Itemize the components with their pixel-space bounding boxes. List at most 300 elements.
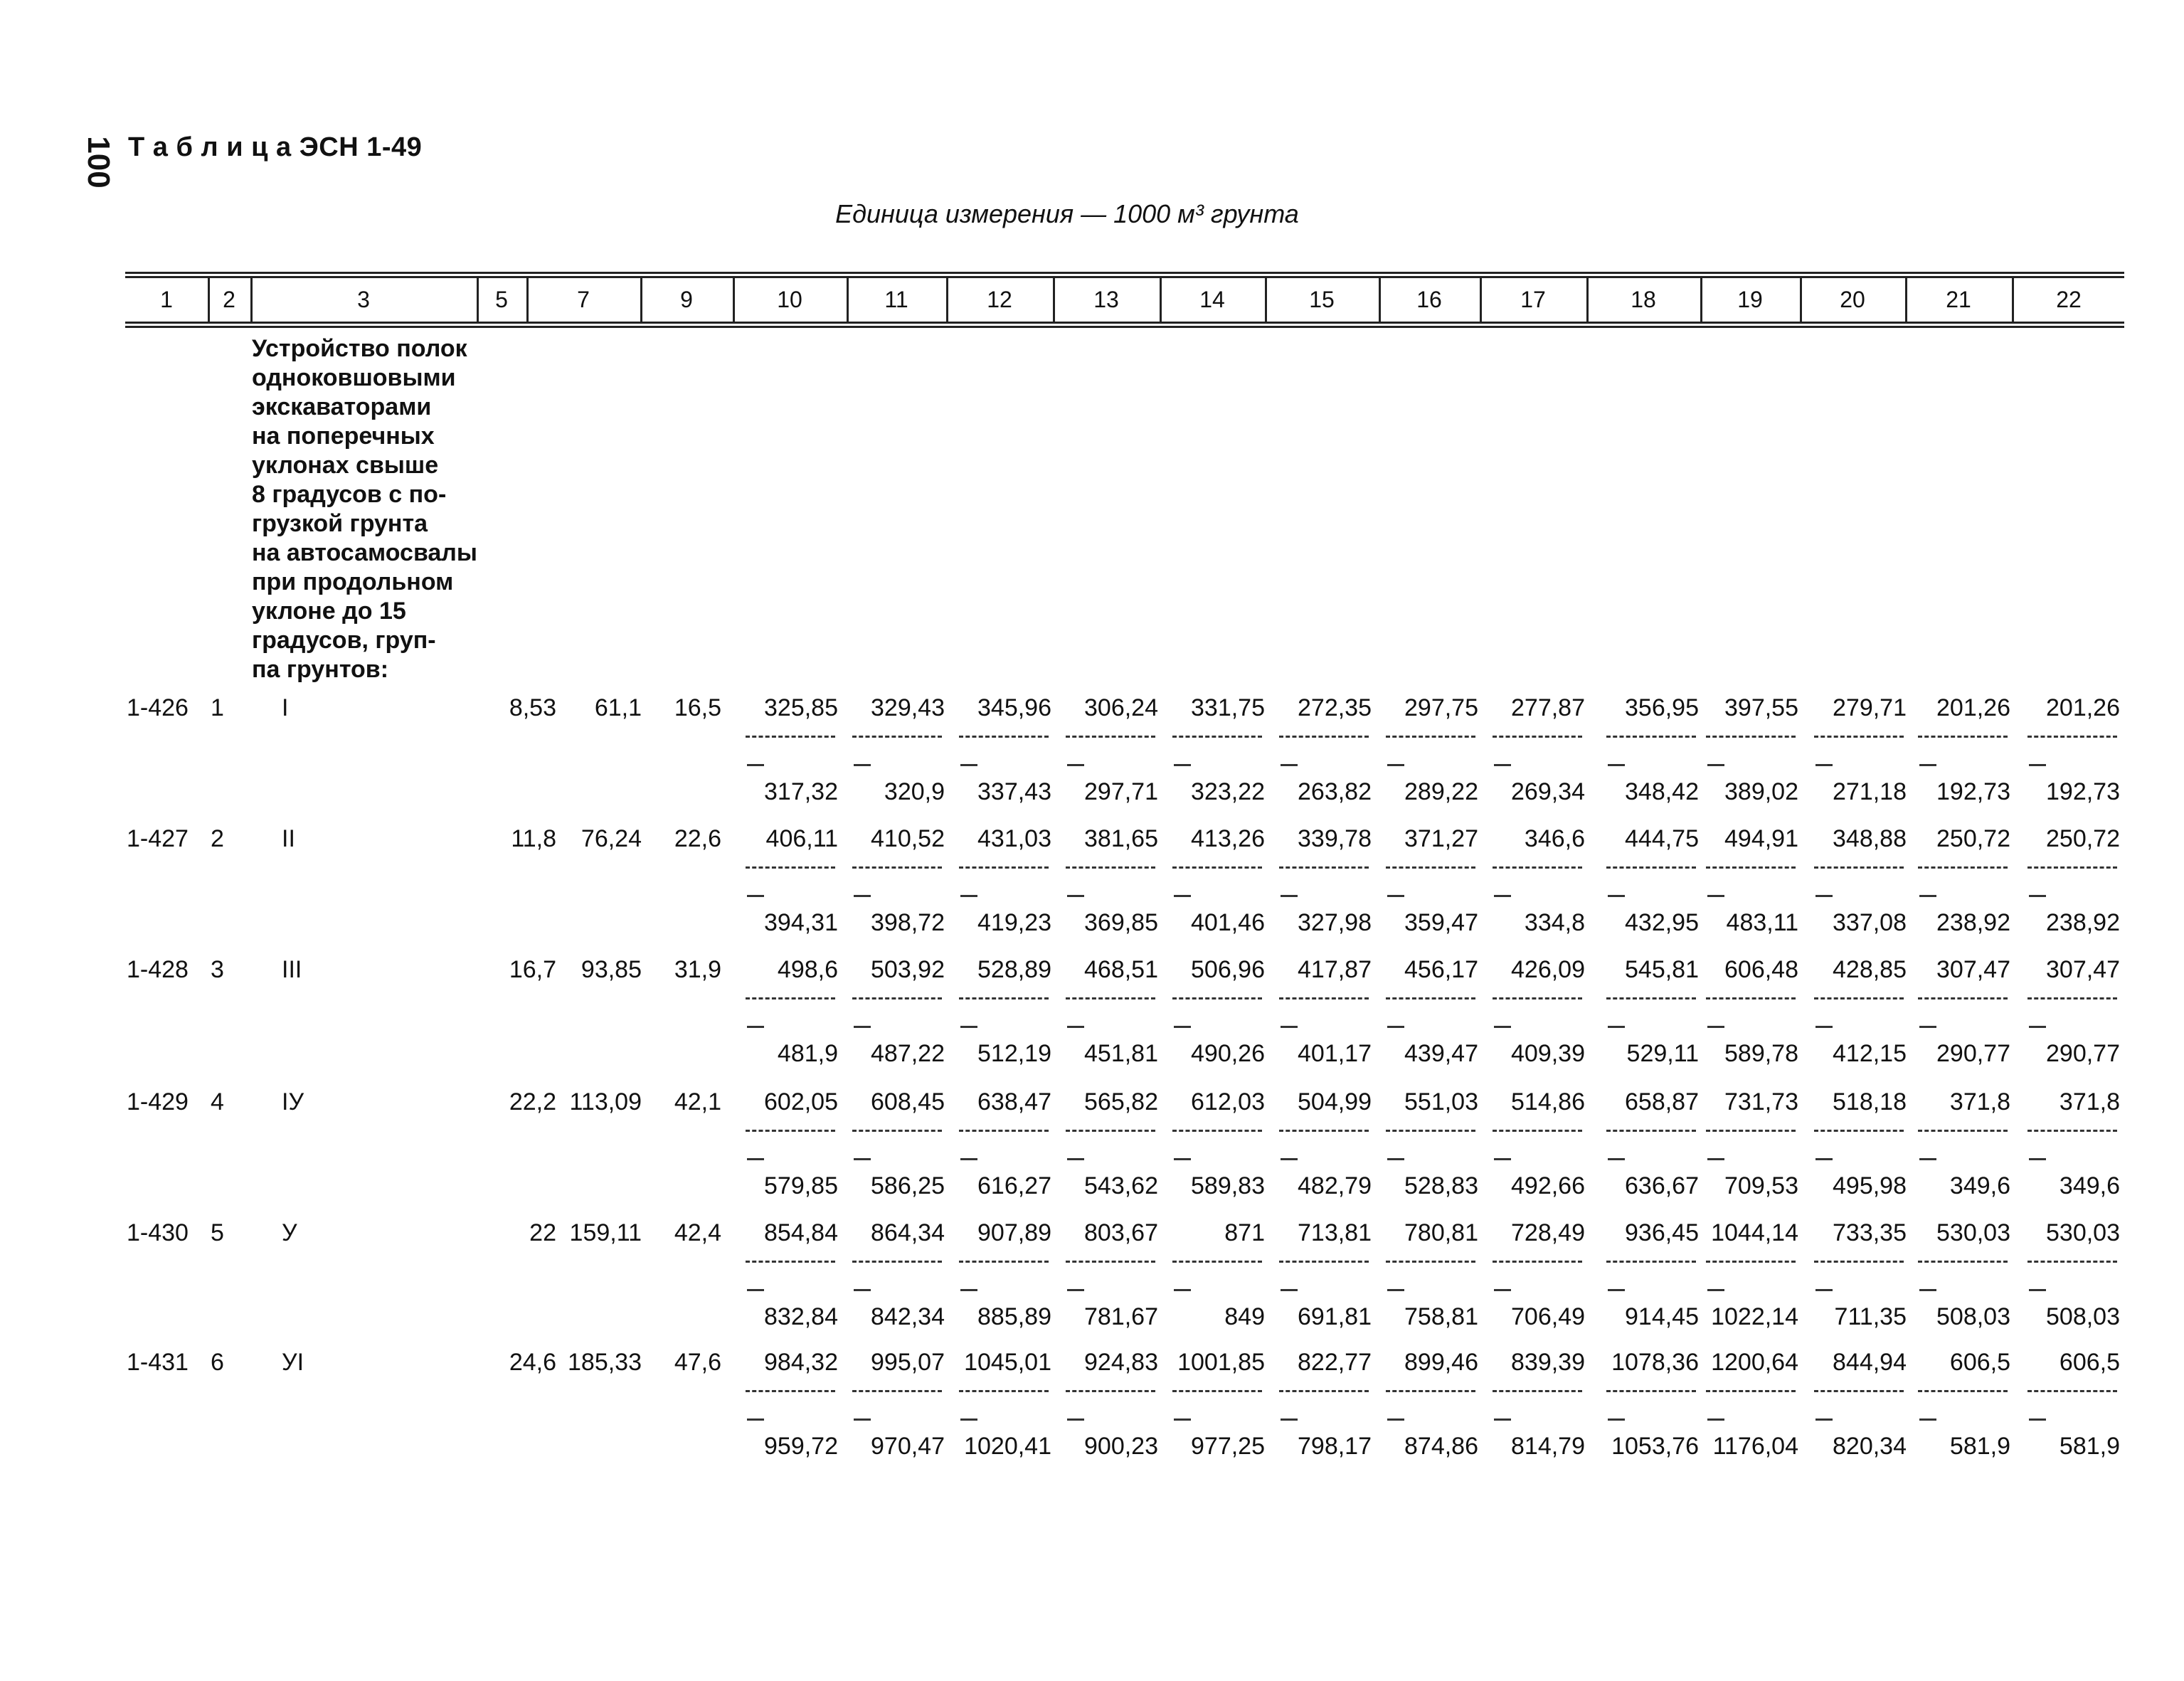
dash-mark [2029,1418,2046,1421]
fraction-line [1386,736,1475,738]
lower-value: 820,34 [1833,1433,1907,1460]
fraction-line [852,1261,942,1263]
upper-value: 504,99 [1298,1088,1372,1115]
dash-mark [1067,764,1084,766]
dash-mark [1387,1418,1404,1421]
dash-mark [1281,895,1298,897]
upper-value: 410,52 [871,825,945,852]
value-col-5: 24,6 [509,1349,556,1376]
dash-mark [854,1418,871,1421]
fraction-line [959,1390,1049,1392]
dash-mark [854,764,871,766]
dash-mark [2029,1158,2046,1160]
dash-mark [1919,1418,1936,1421]
description-line: на автосамосвалы [252,539,477,566]
dash-mark [1707,764,1724,766]
value-col-7: 76,24 [581,825,642,852]
fraction-line [1493,1390,1582,1392]
column-separator [1160,276,1162,322]
lower-value: 528,83 [1404,1172,1478,1199]
column-separator [1480,276,1482,322]
lower-value: 492,66 [1511,1172,1585,1199]
dash-mark [960,1026,977,1028]
header-rule-bottom [125,322,2124,324]
dash-mark [1174,1289,1191,1291]
upper-value: 431,03 [977,825,1051,852]
lower-value: 589,78 [1724,1040,1798,1067]
description-line: одноковшовыми [252,364,456,391]
fraction-line [959,997,1049,999]
lower-value: 487,22 [871,1040,945,1067]
upper-value: 325,85 [764,694,838,721]
value-col-7: 113,09 [569,1088,642,1115]
upper-value: 728,49 [1511,1219,1585,1246]
lower-value: 959,72 [764,1433,838,1460]
dash-mark [1608,1418,1625,1421]
column-separator [733,276,735,322]
dash-mark [1387,1289,1404,1291]
dash-mark [2029,764,2046,766]
lower-value: 543,62 [1084,1172,1158,1199]
dash-mark [1174,1026,1191,1028]
fraction-line [1279,866,1369,869]
column-separator [477,276,479,322]
upper-value: 413,26 [1191,825,1265,852]
lower-value: 885,89 [977,1303,1051,1330]
upper-value: 545,81 [1625,956,1699,983]
fraction-line [1918,736,2008,738]
lower-value: 798,17 [1298,1433,1372,1460]
fraction-line [959,1130,1049,1132]
dash-mark [1707,1026,1724,1028]
upper-value: 780,81 [1404,1219,1478,1246]
upper-value: 444,75 [1625,825,1699,852]
upper-value: 428,85 [1833,956,1907,983]
upper-value: 381,65 [1084,825,1158,852]
lower-value: 581,9 [2059,1433,2120,1460]
lower-value: 832,84 [764,1303,838,1330]
fraction-line [1279,736,1369,738]
dash-mark [1919,895,1936,897]
upper-value: 907,89 [977,1219,1051,1246]
column-header-20: 20 [1840,287,1865,312]
row-number: 6 [211,1349,224,1376]
upper-value: 864,34 [871,1219,945,1246]
dash-mark [1815,764,1833,766]
upper-value: 602,05 [764,1088,838,1115]
fraction-line [852,866,942,869]
upper-value: 606,5 [2059,1349,2120,1376]
upper-value: 371,8 [1949,1088,2010,1115]
upper-value: 468,51 [1084,956,1158,983]
upper-value: 518,18 [1833,1088,1907,1115]
column-header-14: 14 [1199,287,1225,312]
dash-mark [1608,895,1625,897]
lower-value: 290,77 [1936,1040,2010,1067]
column-separator [1700,276,1702,322]
dash-mark [1281,1158,1298,1160]
soil-group: II [282,825,295,852]
fraction-line [1706,866,1796,869]
dash-mark [1608,1289,1625,1291]
upper-value: 307,47 [1936,956,2010,983]
lower-value: 320,9 [884,778,945,805]
row-number: 4 [211,1088,224,1115]
dash-mark [960,1158,977,1160]
unit-of-measure: Единица измерения — 1000 м³ грунта [835,199,1299,228]
column-separator [208,276,210,322]
lower-value: 334,8 [1524,909,1585,936]
header-rule-top [125,272,2124,274]
dash-mark [1608,1026,1625,1028]
fraction-line [1706,1261,1796,1263]
row-code: 1-428 [127,956,189,983]
fraction-line [2027,1390,2117,1392]
dash-mark [1387,895,1404,897]
lower-value: 451,81 [1084,1040,1158,1067]
lower-value: 482,79 [1298,1172,1372,1199]
fraction-line [1606,1390,1696,1392]
row-code: 1-426 [127,694,189,721]
upper-value: 924,83 [1084,1349,1158,1376]
column-separator [1053,276,1055,322]
column-separator [250,276,253,322]
lower-value: 636,67 [1625,1172,1699,1199]
lower-value: 579,85 [764,1172,838,1199]
fraction-line [852,1390,942,1392]
lower-value: 512,19 [977,1040,1051,1067]
fraction-line [1918,1130,2008,1132]
dash-mark [747,1418,764,1421]
header-rule-top-inner [125,276,2124,278]
dash-mark [1387,1026,1404,1028]
upper-value: 250,72 [1936,825,2010,852]
upper-value: 565,82 [1084,1088,1158,1115]
column-separator [1265,276,1267,322]
fraction-line [1066,1390,1155,1392]
dash-mark [1281,1289,1298,1291]
column-header-10: 10 [777,287,802,312]
dash-mark [1707,1158,1724,1160]
upper-value: 658,87 [1625,1088,1699,1115]
upper-value: 936,45 [1625,1219,1699,1246]
upper-value: 606,5 [1949,1349,2010,1376]
description-line: па грунтов: [252,656,389,683]
description-line: при продольном [252,568,454,595]
lower-value: 317,32 [764,778,838,805]
value-col-9: 47,6 [674,1349,721,1376]
lower-value: 192,73 [1936,778,2010,805]
lower-value: 616,27 [977,1172,1051,1199]
upper-value: 345,96 [977,694,1051,721]
fraction-line [1606,866,1696,869]
value-col-7: 185,33 [568,1349,642,1376]
value-col-9: 22,6 [674,825,721,852]
row-number: 1 [211,694,224,721]
column-separator [640,276,642,322]
column-separator [1586,276,1589,322]
lower-value: 412,15 [1833,1040,1907,1067]
upper-value: 995,07 [871,1349,945,1376]
dash-mark [1174,1158,1191,1160]
fraction-line [746,1261,835,1263]
fraction-line [1386,1261,1475,1263]
upper-value: 201,26 [1936,694,2010,721]
fraction-line [1918,1261,2008,1263]
dash-mark [960,1418,977,1421]
description-line: грузкой грунта [252,510,428,537]
fraction-line [1066,866,1155,869]
fraction-line [1706,997,1796,999]
description-line: на поперечных [252,423,435,450]
dash-mark [1815,895,1833,897]
column-header-22: 22 [2056,287,2082,312]
lower-value: 409,39 [1511,1040,1585,1067]
upper-value: 839,39 [1511,1349,1585,1376]
fraction-line [746,997,835,999]
fraction-line [1606,997,1696,999]
upper-value: 201,26 [2046,694,2120,721]
row-code: 1-430 [127,1219,189,1246]
upper-value: 608,45 [871,1088,945,1115]
column-separator [946,276,948,322]
fraction-line [2027,1130,2117,1132]
dash-mark [1608,1158,1625,1160]
upper-value: 899,46 [1404,1349,1478,1376]
fraction-line [2027,1261,2117,1263]
fraction-line [1606,1130,1696,1132]
value-col-5: 22 [529,1219,556,1246]
dash-mark [1067,1418,1084,1421]
dash-mark [1707,895,1724,897]
lower-value: 586,25 [871,1172,945,1199]
description-line: уклоне до 15 [252,598,406,625]
fraction-line [1172,736,1262,738]
fraction-line [1706,736,1796,738]
fraction-line [1386,866,1475,869]
lower-value: 529,11 [1626,1040,1699,1067]
fraction-line [1706,1390,1796,1392]
dash-mark [747,895,764,897]
dash-mark [1494,764,1511,766]
upper-value: 346,6 [1524,825,1585,852]
fraction-line [1386,1390,1475,1392]
dash-mark [854,895,871,897]
upper-value: 498,6 [777,956,838,983]
fraction-line [1066,1261,1155,1263]
dash-mark [747,1026,764,1028]
dash-mark [1919,1026,1936,1028]
header-rule-bottom-inner [125,326,2124,328]
dash-mark [1815,1026,1833,1028]
dash-mark [1494,1418,1511,1421]
lower-value: 263,82 [1298,778,1372,805]
upper-value: 984,32 [764,1349,838,1376]
column-header-17: 17 [1520,287,1546,312]
dash-mark [1815,1418,1833,1421]
upper-value: 397,55 [1724,694,1798,721]
fraction-line [2027,866,2117,869]
lower-value: 238,92 [1936,909,2010,936]
upper-value: 307,47 [2046,956,2120,983]
dash-mark [854,1026,871,1028]
dash-mark [854,1158,871,1160]
lower-value: 977,25 [1191,1433,1265,1460]
dash-mark [1494,1026,1511,1028]
fraction-line [1814,866,1904,869]
fraction-line [1172,866,1262,869]
column-header-16: 16 [1416,287,1442,312]
fraction-line [1172,997,1262,999]
dash-mark [1067,1289,1084,1291]
upper-value: 279,71 [1833,694,1907,721]
upper-value: 371,27 [1404,825,1478,852]
lower-value: 1022,14 [1711,1303,1798,1330]
fraction-line [1172,1261,1262,1263]
fraction-line [1606,1261,1696,1263]
dash-mark [747,1289,764,1291]
row-code: 1-427 [127,825,189,852]
value-col-5: 11,8 [511,825,556,852]
dash-mark [1707,1418,1724,1421]
fraction-line [1814,1390,1904,1392]
dash-mark [1387,764,1404,766]
dash-mark [1919,1289,1936,1291]
soil-group: III [282,956,302,983]
column-separator [1800,276,1802,322]
fraction-line [2027,997,2117,999]
dash-mark [960,895,977,897]
dash-mark [1707,1289,1724,1291]
lower-value: 874,86 [1404,1433,1478,1460]
fraction-line [1172,1390,1262,1392]
fraction-line [1279,1390,1369,1392]
dash-mark [1494,895,1511,897]
description-line: градусов, груп- [252,627,436,654]
upper-value: 844,94 [1833,1349,1907,1376]
fraction-line [1066,736,1155,738]
column-separator [526,276,529,322]
lower-value: 1020,41 [964,1433,1051,1460]
soil-group: УI [282,1349,304,1376]
lower-value: 1176,04 [1712,1433,1798,1460]
soil-group: У [282,1219,297,1246]
upper-value: 713,81 [1298,1219,1372,1246]
fraction-line [1493,1130,1582,1132]
row-code: 1-429 [127,1088,189,1115]
fraction-line [1066,1130,1155,1132]
column-separator [1379,276,1381,322]
dash-mark [854,1289,871,1291]
upper-value: 277,87 [1511,694,1585,721]
upper-value: 854,84 [764,1219,838,1246]
column-header-12: 12 [987,287,1012,312]
value-col-7: 159,11 [569,1219,642,1246]
dash-mark [1815,1289,1833,1291]
lower-value: 481,9 [777,1040,838,1067]
upper-value: 1200,64 [1711,1349,1798,1376]
dash-mark [1494,1158,1511,1160]
dash-mark [2029,1026,2046,1028]
lower-value: 814,79 [1511,1433,1585,1460]
upper-value: 250,72 [2046,825,2120,852]
lower-value: 369,85 [1084,909,1158,936]
dash-mark [1067,895,1084,897]
fraction-line [852,736,942,738]
upper-value: 297,75 [1404,694,1478,721]
column-separator [847,276,849,322]
dash-mark [1067,1158,1084,1160]
lower-value: 970,47 [871,1433,945,1460]
lower-value: 842,34 [871,1303,945,1330]
lower-value: 337,43 [977,778,1051,805]
value-col-9: 31,9 [674,956,721,983]
column-header-18: 18 [1631,287,1656,312]
fraction-line [746,1130,835,1132]
dash-mark [1608,764,1625,766]
upper-value: 456,17 [1404,956,1478,983]
lower-value: 349,6 [2059,1172,2120,1199]
fraction-line [746,866,835,869]
dash-mark [1919,1158,1936,1160]
upper-value: 551,03 [1404,1088,1478,1115]
fraction-line [852,997,942,999]
row-number: 5 [211,1219,224,1246]
upper-value: 339,78 [1298,825,1372,852]
lower-value: 394,31 [764,909,838,936]
lower-value: 327,98 [1298,909,1372,936]
fraction-line [1386,1130,1475,1132]
upper-value: 1044,14 [1711,1219,1798,1246]
lower-value: 1053,76 [1611,1433,1699,1460]
description-line: экскаваторами [252,393,432,420]
upper-value: 503,92 [871,956,945,983]
fraction-line [959,1261,1049,1263]
lower-value: 781,67 [1084,1303,1158,1330]
fraction-line [1493,997,1582,999]
dash-mark [1494,1289,1511,1291]
page-number: 100 [81,136,116,189]
dash-mark [1174,764,1191,766]
fraction-line [1493,736,1582,738]
value-col-9: 42,4 [674,1219,721,1246]
upper-value: 1045,01 [964,1349,1051,1376]
upper-value: 530,03 [2046,1219,2120,1246]
fraction-line [1814,997,1904,999]
fraction-line [1493,1261,1582,1263]
upper-value: 733,35 [1833,1219,1907,1246]
upper-value: 606,48 [1724,956,1798,983]
row-code: 1-431 [127,1349,189,1376]
fraction-line [1279,1261,1369,1263]
column-header-7: 7 [577,287,590,312]
lower-value: 359,47 [1404,909,1478,936]
value-col-5: 16,7 [509,956,556,983]
dash-mark [1067,1026,1084,1028]
value-col-7: 93,85 [581,956,642,983]
table-title: Т а б л и ц а ЭСН 1-49 [128,132,423,162]
fraction-line [1814,1130,1904,1132]
soil-group: IУ [282,1088,304,1115]
fraction-line [1172,1130,1262,1132]
fraction-line [1918,1390,2008,1392]
upper-value: 306,24 [1084,694,1158,721]
lower-value: 706,49 [1511,1303,1585,1330]
lower-value: 269,34 [1511,778,1585,805]
lower-value: 238,92 [2046,909,2120,936]
lower-value: 323,22 [1191,778,1265,805]
description-line: 8 градусов с по- [252,481,447,508]
